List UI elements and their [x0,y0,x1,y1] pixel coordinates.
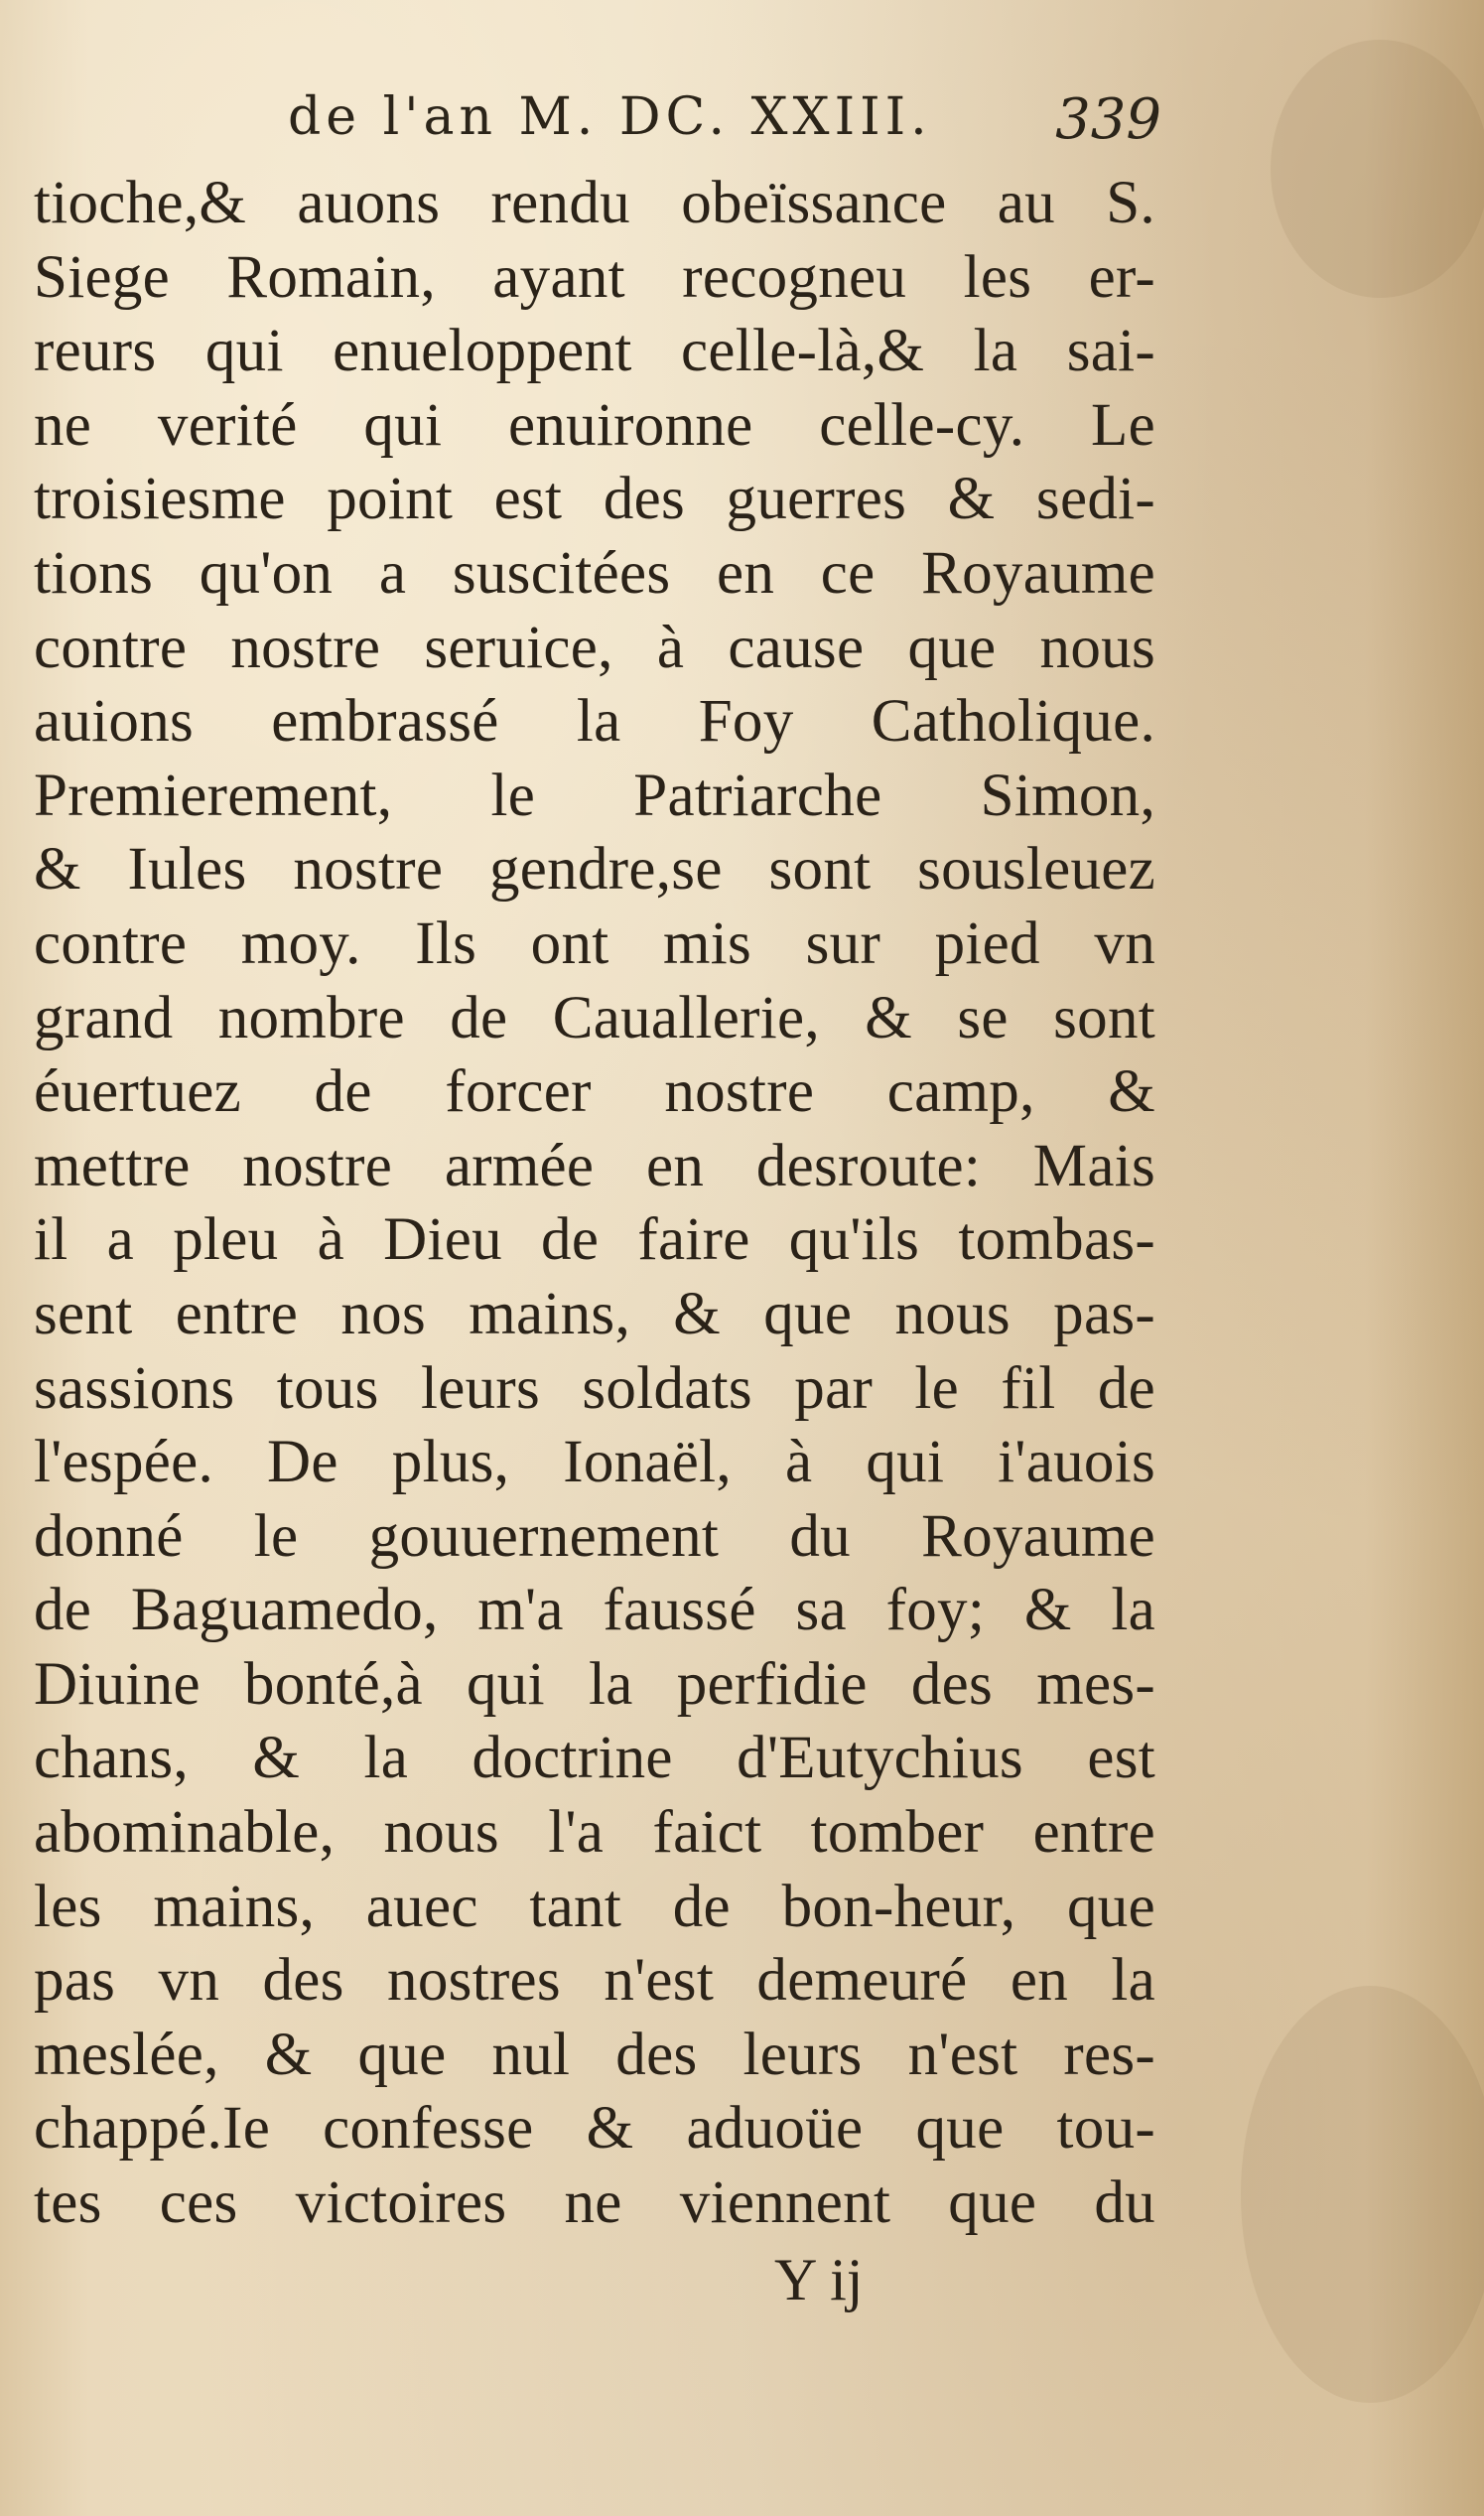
text-line: donné le gouuernement du Royaume [34,1502,1155,1570]
text-line: Diuine bonté,à qui la perfidie des mes- [34,1650,1155,1718]
text-line: troisiesme point est des guerres & sedi- [34,466,1155,533]
text-line: Premierement, le Patriarche Simon, [34,762,1155,829]
text-line: & Iules nostre gendre,se sont sousleuez [34,836,1155,904]
text-line: mettre nostre armée en desroute: Mais [34,1132,1155,1199]
text-line: abominable, nous l'a faict tomber entre [34,1799,1155,1867]
text-line: contre nostre seruice, à cause que nous [34,614,1155,681]
text-line: ne verité qui enuironne celle-cy. Le [34,391,1155,459]
paper-stain [1271,40,1484,298]
text-line: pas vn des nostres n'est demeuré en la [34,1947,1155,2015]
running-head-title: de l'an M. DC. XXIII. [288,87,932,147]
text-line: Siege Romain, ayant recogneu les er- [34,243,1155,311]
text-line: l'espée. De plus, Ionaël, à qui i'auois [34,1429,1155,1496]
body-text [34,167,1155,2241]
text-line: il a pleu à Dieu de faire qu'ils tombas- [34,1206,1155,1274]
text-line: grand nombre de Cauallerie, & se sont [34,984,1155,1051]
paper-stain [1241,1986,1484,2403]
text-line: chans, & la doctrine d'Eutychius est [34,1725,1155,1792]
text-line: de Baguamedo, m'a faussé sa foy; & la [34,1577,1155,1644]
signature-mark: Y ij [774,2247,864,2312]
page-number: 339 [1055,87,1161,152]
running-head [288,87,1161,177]
text-line: meslée, & que nul des leurs n'est res- [34,2021,1155,2088]
text-line: tions qu'on a suscitées en ce Royaume [34,539,1155,607]
text-line: sent entre nos mains, & que nous pas- [34,1280,1155,1347]
text-line: les mains, auec tant de bon-heur, que [34,1873,1155,1940]
text-line: chappé.Ie confesse & aduoüe que tou- [34,2095,1155,2163]
text-line: reurs qui enueloppent celle-là,& la sai- [34,318,1155,385]
text-line: sassions tous leurs soldats par le fil de [34,1354,1155,1422]
text-line: tes ces victoires ne viennent que du [34,2169,1155,2237]
text-line: auions embrassé la Foy Catholique. [34,688,1155,756]
text-line: tioche,& auons rendu obeïssance au S. [34,170,1155,236]
text-line: contre moy. Ils ont mis sur pied vn [34,909,1155,977]
text-line: éuertuez de forcer nostre camp, & [34,1058,1155,1126]
